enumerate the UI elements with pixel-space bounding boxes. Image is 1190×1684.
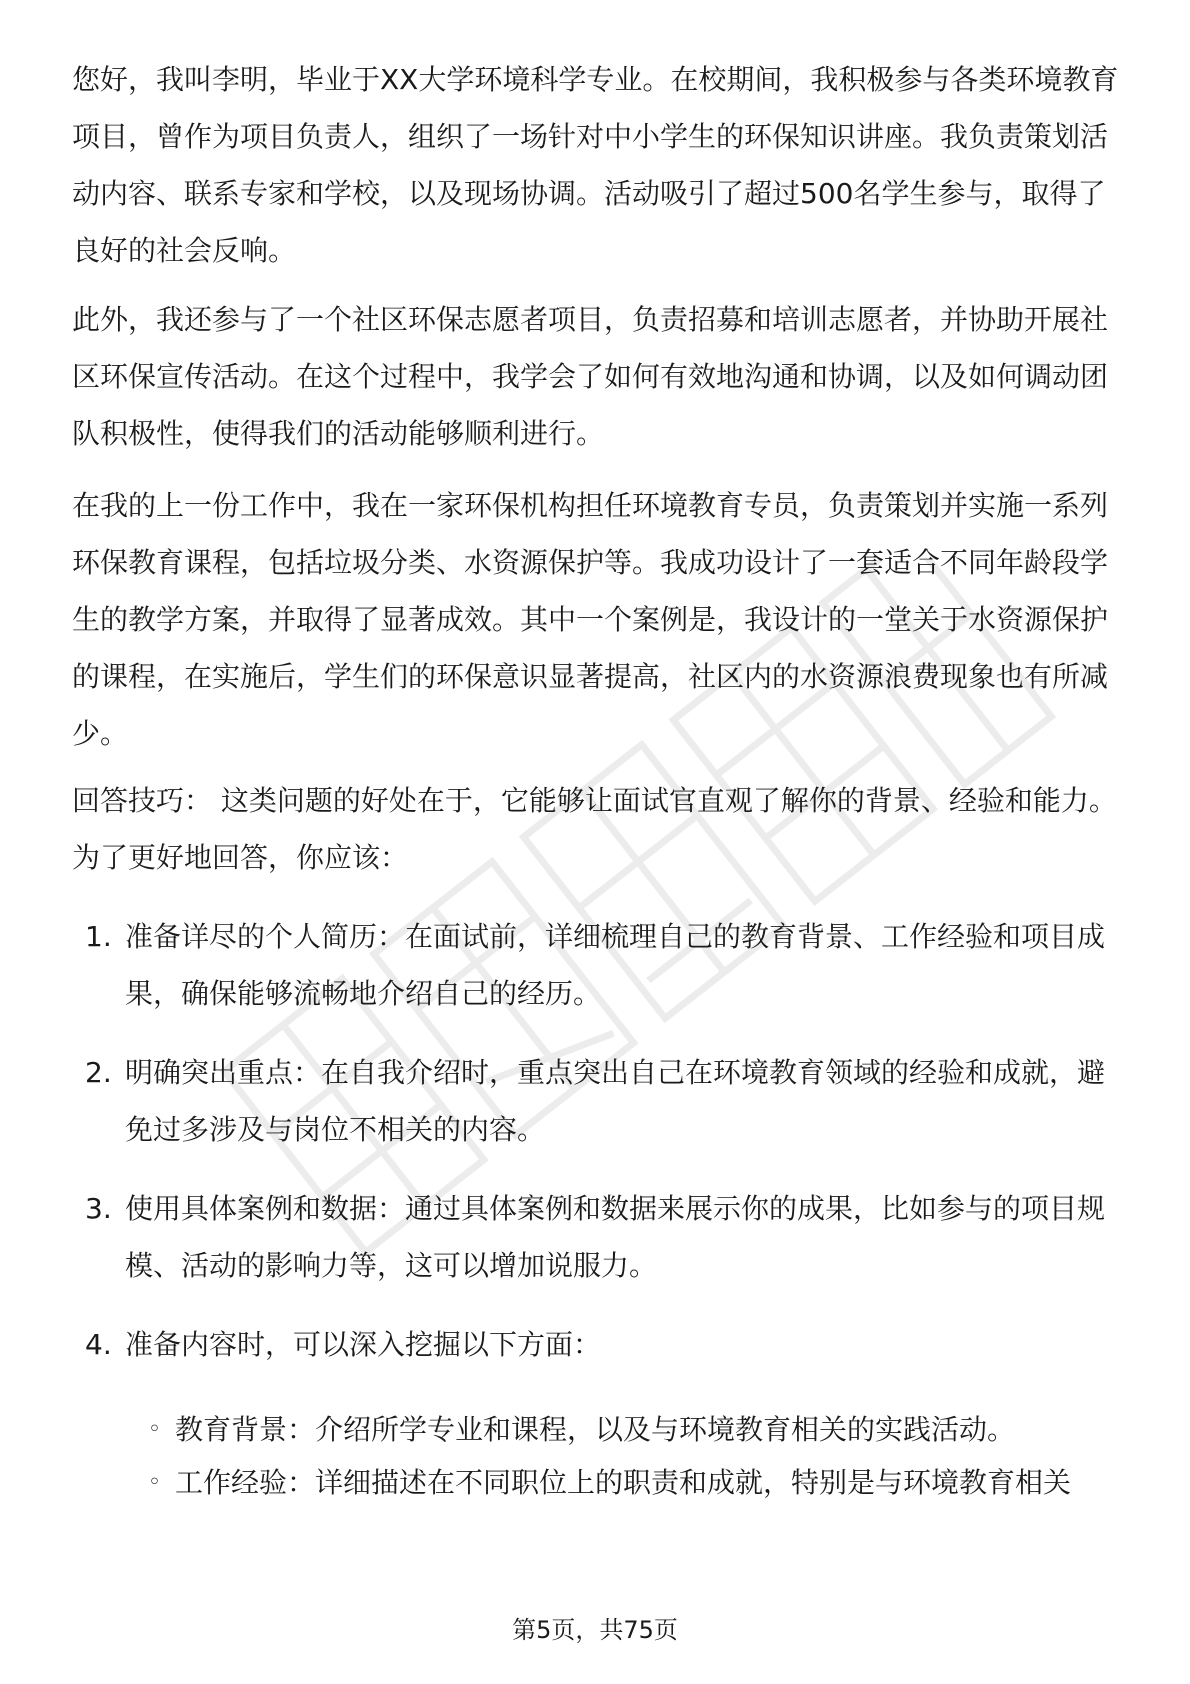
list-item [85,1180,1130,1294]
list-text: 使用具体案例和数据：通过具体案例和数据来展示你的成果，比如参与的项目规模、活动的影响力等，这可以增加说服力。 [125,1192,1106,1282]
list-number: 2. [85,1056,112,1089]
list-text: 明确突出重点：在自我介绍时，重点突出自己在环境教育领域的经验和成就，避免过多涉及与岗位不相关的内容。 [125,1056,1106,1146]
list-text: 准备内容时，可以深入挖掘以下方面： [125,1328,602,1361]
list-number: 1. [85,920,112,953]
list-item [85,1316,1130,1373]
list-number: 4. [85,1328,112,1361]
bullet-icon: ◦ [148,1417,161,1442]
bullet-icon: ◦ [148,1470,161,1495]
paragraph-intro: 您好，我叫李明，毕业于XX大学环境科学专业。在校期间，我积极参与各类环境教育项目，曾作为项目负责人，组织了一场针对中小学生的环保知识讲座。我负责策划活动内容、联系专家和学校，以及现场协调。活动吸引了超过500名学生参与，取得了良好的社会反响。 [72,63,1119,267]
paragraph-work: 在我的上一份工作中，我在一家环保机构担任环境教育专员，负责策划并实施一系列环保教育课程，包括垃圾分类、水资源保护等。我成功设计了一套适合不同年龄段学生的教学方案，并取得了显著成效。其中一个案例是，我设计的一堂关于水资源保护的课程，在实施后，学生们的环保意识显著提高，社区内的水资源浪费现象也有所减少。 [72,489,1109,750]
list-item [85,1044,1130,1158]
sub-list-item [148,1401,1130,1458]
list-number: 3. [85,1192,112,1225]
sub-list-text: 教育背景：介绍所学专业和课程，以及与环境教育相关的实践活动。 [175,1413,1016,1446]
list-item [85,908,1130,1022]
list-text: 准备详尽的个人简历：在面试前，详细梳理自己的教育背景、工作经验和项目成果，确保能够流畅地介绍自己的经历。 [125,920,1106,1010]
page-number: 第5页，共75页 [512,1616,678,1644]
sub-list-text: 工作经验：详细描述在不同职位上的职责和成就，特别是与环境教育相关 [175,1466,1072,1499]
sub-list-item [148,1454,1130,1511]
paragraph-tips: 回答技巧： 这类问题的好处在于，它能够让面试官直观了解你的背景、经验和能力。为了更好地回答，你应该： [72,784,1117,874]
paragraph-community: 此外，我还参与了一个社区环保志愿者项目，负责招募和培训志愿者，并协助开展社区环保宣传活动。在这个过程中，我学会了如何有效地沟通和协调，以及如何调动团队积极性，使得我们的活动能够顺利进行。 [72,303,1109,450]
